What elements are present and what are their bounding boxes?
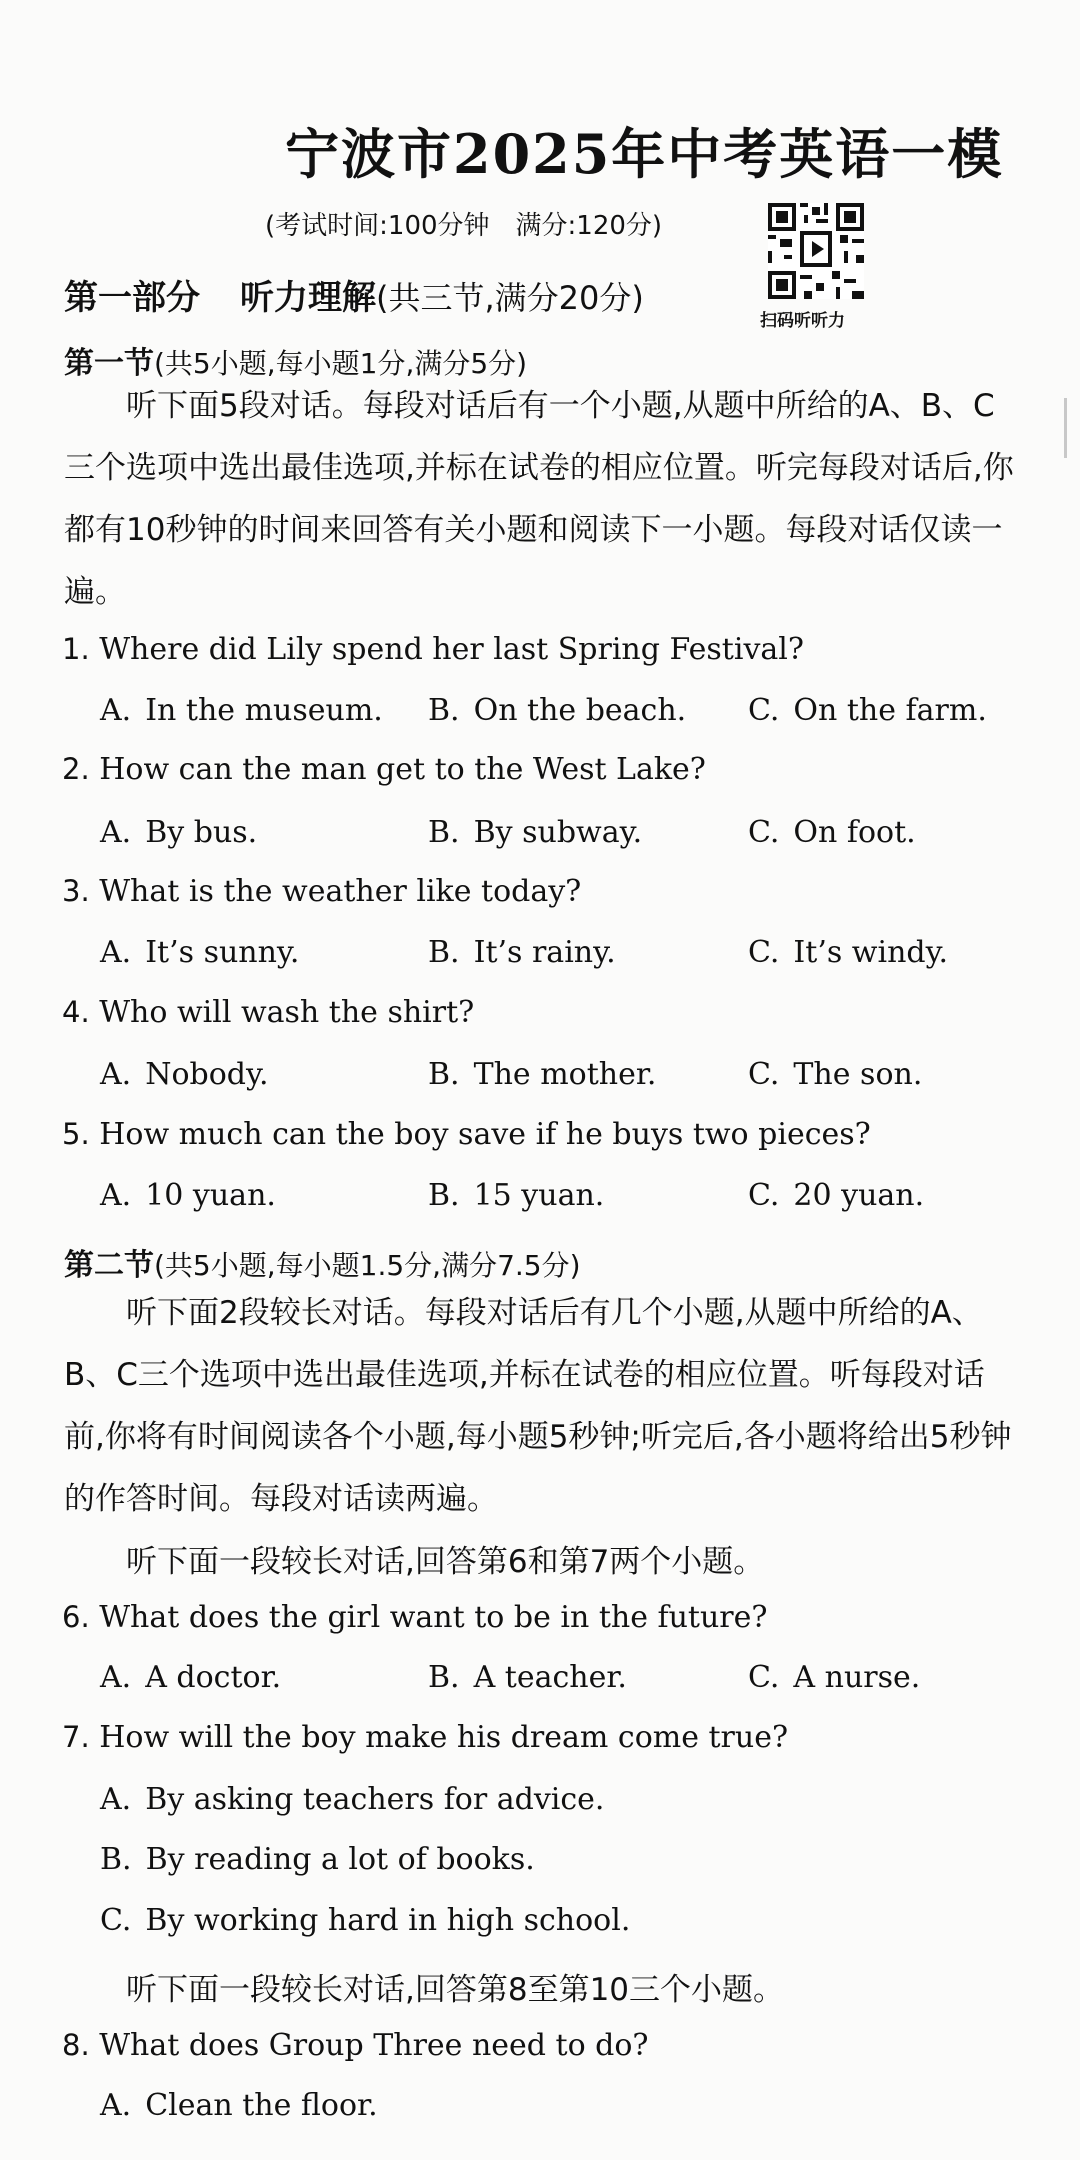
option-c[interactable]: C. On the farm.: [748, 693, 987, 728]
part1-score: (共三节,满分20分): [376, 279, 644, 317]
question-7: 7. How will the boy make his dream come true?: [62, 1720, 789, 1755]
option-c[interactable]: C. It’s windy.: [748, 935, 949, 970]
option-a[interactable]: A. By asking teachers for advice.: [100, 1782, 605, 1817]
options-1: [100, 693, 1040, 733]
option-c[interactable]: C. By working hard in high school.: [100, 1903, 631, 1938]
section1-info: (共5小题,每小题1分,满分5分): [154, 347, 528, 380]
instruction-q6-q7: 听下面一段较长对话,回答第6和第7两个小题。: [126, 1544, 765, 1580]
section1-directions: 听下面5段对话。每段对话后有一个小题,从题中所给的A、B、C三个选项中选出最佳选项,并标在试卷的相应位置。听完每段对话后,你都有10秒钟的时间来回答有关小题和阅读下一小题。每段对话仅读一遍。: [64, 388, 1014, 610]
option-a[interactable]: A. 10 yuan.: [100, 1178, 276, 1213]
option-b[interactable]: B. By reading a lot of books.: [100, 1842, 535, 1877]
question-6: 6. What does the girl want to be in the future?: [62, 1600, 768, 1635]
option-b[interactable]: B. 15 yuan.: [428, 1178, 605, 1213]
question-2: 2. How can the man get to the West Lake?: [62, 752, 706, 787]
qr-caption: 扫码听听力: [760, 311, 845, 331]
section2-directions: 听下面2段较长对话。每段对话后有几个小题,从题中所给的A、B、C三个选项中选出最佳选项,并标在试卷的相应位置。听每段对话前,你将有时间阅读各个小题,每小题5秒钟;听完后,各小题将给出5秒钟的作答时间。每段对话读两遍。: [64, 1295, 1012, 1517]
question-3: 3. What is the weather like today?: [62, 874, 582, 909]
part1-name: 听力理解: [240, 278, 376, 318]
option-c[interactable]: C. A nurse.: [748, 1660, 921, 1695]
options-6: [100, 1660, 1040, 1700]
option-a[interactable]: A. Nobody.: [100, 1057, 269, 1092]
options-5: [100, 1178, 1040, 1218]
part1-heading: [64, 270, 644, 319]
options-4: [100, 1057, 1040, 1097]
section2-info: (共5小题,每小题1.5分,满分7.5分): [154, 1249, 581, 1282]
option-b[interactable]: B. On the beach.: [428, 693, 687, 728]
option-b[interactable]: B. The mother.: [428, 1057, 657, 1092]
option-a[interactable]: A. It’s sunny.: [100, 935, 300, 970]
page-edge-mark: [1064, 398, 1067, 458]
options-2: [100, 815, 1040, 855]
section1-label: 第一节: [64, 346, 154, 381]
section2-heading: [64, 1240, 581, 1284]
option-b[interactable]: B. By subway.: [428, 815, 643, 850]
question-8: 8. What does Group Three need to do?: [62, 2028, 649, 2063]
question-1: 1. Where did Lily spend her last Spring Festival?: [62, 632, 804, 667]
question-4: 4. Who will wash the shirt?: [62, 995, 475, 1030]
exam-title: 宁波市2025年中考英语一模: [285, 122, 1004, 186]
option-c[interactable]: C. On foot.: [748, 815, 916, 850]
option-c[interactable]: C. 20 yuan.: [748, 1178, 925, 1213]
part1-label: 第一部分: [64, 278, 200, 318]
option-a[interactable]: A. In the museum.: [100, 693, 383, 728]
option-b[interactable]: B. A teacher.: [428, 1660, 627, 1695]
section2-label: 第二节: [64, 1248, 154, 1283]
option-a[interactable]: A. Clean the floor.: [100, 2088, 378, 2123]
option-a[interactable]: A. A doctor.: [100, 1660, 282, 1695]
qr-code-icon[interactable]: [768, 203, 864, 299]
question-5: 5. How much can the boy save if he buys two pieces?: [62, 1117, 871, 1152]
instruction-q8-q10: 听下面一段较长对话,回答第8至第10三个小题。: [126, 1972, 785, 2008]
exam-info: (考试时间:100分钟 满分:120分): [265, 211, 663, 241]
option-a[interactable]: A. By bus.: [100, 815, 258, 850]
options-3: [100, 935, 1040, 975]
option-b[interactable]: B. It’s rainy.: [428, 935, 616, 970]
option-c[interactable]: C. The son.: [748, 1057, 923, 1092]
